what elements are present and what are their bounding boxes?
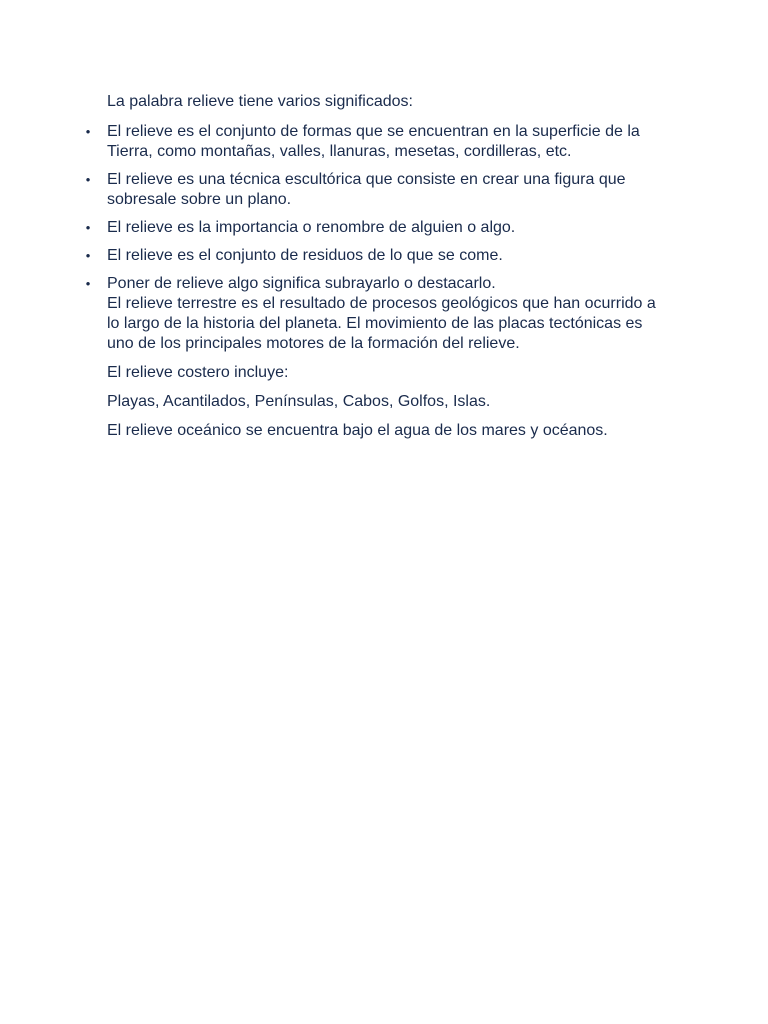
bullet-icon: •	[85, 172, 91, 187]
costero-list: Playas, Acantilados, Penínsulas, Cabos, Golfos, Islas.	[107, 393, 491, 410]
bullet-icon: •	[85, 276, 91, 291]
list-item-text: El relieve es la importancia o renombre de alguien o algo.	[107, 219, 516, 236]
list-item	[85, 246, 667, 266]
document-body	[85, 92, 667, 450]
list-item	[85, 274, 667, 294]
bullet-icon: •	[85, 248, 91, 263]
list-item-text: El relieve es una técnica escultórica que consiste en crear una figura que sobresale sobre un plano.	[107, 171, 626, 208]
list-item	[85, 122, 667, 162]
list-item-text: El relieve es el conjunto de formas que se encuentran en la superficie de la Tierra, como montañas, valles, llanuras, mesetas, cordilleras, etc.	[107, 123, 640, 160]
meanings-list	[85, 122, 667, 294]
costero-heading: El relieve costero incluye:	[107, 364, 289, 381]
list-item	[85, 170, 667, 210]
intro-paragraph: La palabra relieve tiene varios significados:	[107, 93, 413, 110]
bullet-icon: •	[85, 220, 91, 235]
list-item	[85, 218, 667, 238]
terrestre-paragraph: El relieve terrestre es el resultado de procesos geológicos que han ocurrido a lo largo de la historia del planeta. El movimiento de las placas tectónicas es uno de los principales motores de la formación del relieve.	[107, 295, 656, 352]
list-item-text: Poner de relieve algo significa subrayarlo o destacarlo.	[107, 275, 496, 292]
list-item-text: El relieve es el conjunto de residuos de lo que se come.	[107, 247, 503, 264]
oceanico-paragraph: El relieve oceánico se encuentra bajo el agua de los mares y océanos.	[107, 422, 608, 439]
bullet-icon: •	[85, 124, 91, 139]
